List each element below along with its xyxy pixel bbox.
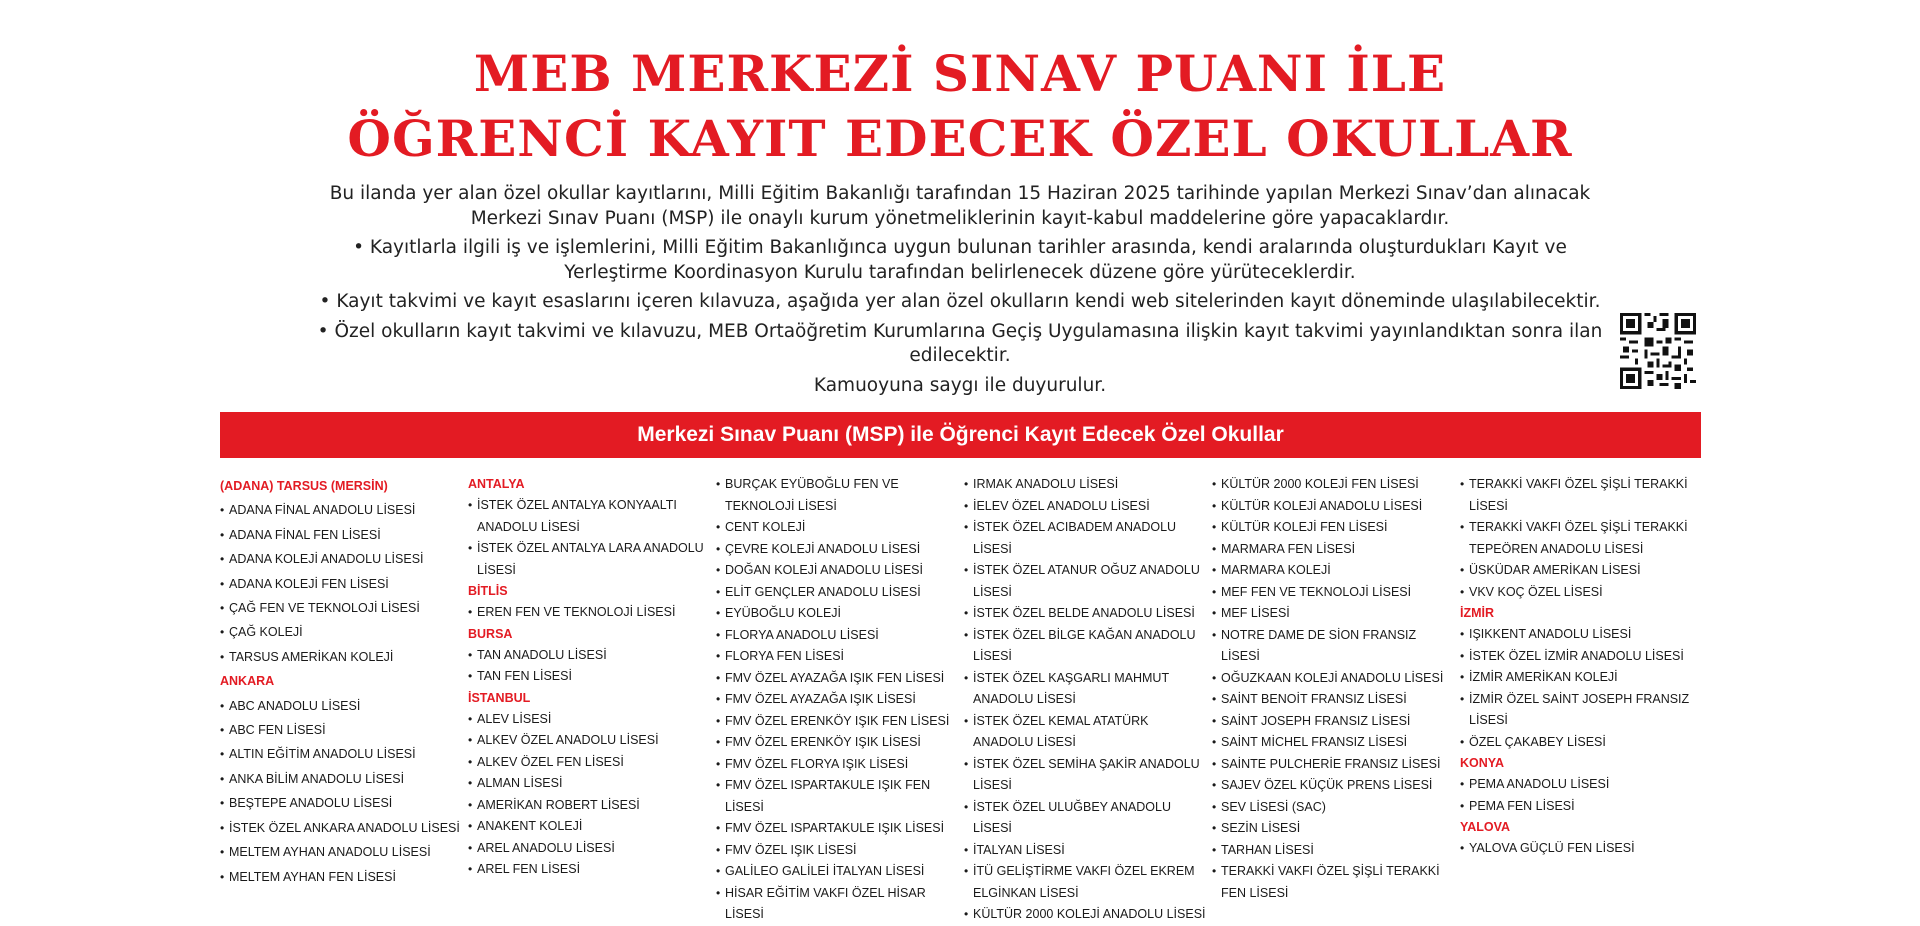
intro-closing: Kamuoyuna saygı ile duyurulur. [813, 374, 1107, 396]
school-column [1460, 474, 1708, 914]
school-list-item: • İSTEK ÖZEL ATANUR OĞUZ ANADOLU LİSESİ [964, 560, 1212, 603]
school-list-item: • ÖZEL ÇAKABEY LİSESİ [1460, 732, 1708, 754]
school-list-item: • IRMAK ANADOLU LİSESİ [964, 474, 1212, 496]
school-list-item: • İZMİR AMERİKAN KOLEJİ [1460, 667, 1708, 689]
school-list-item: • EREN FEN VE TEKNOLOJİ LİSESİ [468, 602, 716, 624]
city-heading: BURSA [468, 626, 513, 641]
school-column [220, 474, 468, 914]
school-list-item: • ANAKENT KOLEJİ [468, 816, 716, 838]
page-title-line-1: MEB MERKEZİ SINAV PUANI İLE [473, 44, 1447, 103]
school-list-item: • MEF FEN VE TEKNOLOJİ LİSESİ [1212, 582, 1460, 604]
school-list-item: • ADANA KOLEJİ ANADOLU LİSESİ [220, 547, 468, 571]
school-list-item: • FMV ÖZEL IŞIK LİSESİ [716, 840, 964, 862]
school-list-item: • ABC FEN LİSESİ [220, 718, 468, 742]
city-heading: YALOVA [1460, 820, 1511, 834]
school-list-item: • TERAKKİ VAKFI ÖZEL ŞİŞLİ TERAKKİ LİSESİ [1460, 474, 1708, 517]
school-list-item: • HİSAR EĞİTİM VAKFI ÖZEL HİSAR LİSESİ [716, 883, 964, 926]
school-list-item: • KÜLTÜR 2000 KOLEJİ ANADOLU LİSESİ [964, 904, 1212, 926]
school-list-item: • FLORYA ANADOLU LİSESİ [716, 625, 964, 647]
school-list-item: • AMERİKAN ROBERT LİSESİ [468, 795, 716, 817]
school-list-item: • ÇEVRE KOLEJİ ANADOLU LİSESİ [716, 539, 964, 561]
school-list-item: • SAJEV ÖZEL KÜÇÜK PRENS LİSESİ [1212, 775, 1460, 797]
school-column [716, 474, 964, 921]
school-list-item: • SAİNTE PULCHERİE FRANSIZ LİSESİ [1212, 754, 1460, 776]
school-list-item: • KÜLTÜR KOLEJİ ANADOLU LİSESİ [1212, 496, 1460, 518]
school-column [1212, 474, 1460, 914]
city-heading: İSTANBUL [468, 690, 531, 705]
school-list-item: • PEMA FEN LİSESİ [1460, 796, 1708, 818]
section-header-bar: Merkezi Sınav Puanı (MSP) ile Öğrenci Kayıt Edecek Özel Okullar [220, 412, 1701, 458]
city-heading: KONYA [1460, 756, 1504, 770]
school-list-item: • ALMAN LİSESİ [468, 773, 716, 795]
school-list-item: • İSTEK ÖZEL SEMİHA ŞAKİR ANADOLU LİSESİ [964, 754, 1212, 797]
intro-bullet-guide: • Kayıt takvimi ve kayıt esaslarını içeren kılavuza, aşağıda yer alan özel okulların kendi web sitelerinden kayıt döneminde ulaşılabilecektir. [319, 291, 1601, 312]
school-list-item: • DOĞAN KOLEJİ ANADOLU LİSESİ [716, 560, 964, 582]
city-heading: (ADANA) TARSUS (MERSİN) [220, 479, 388, 493]
school-list-item: • İTALYAN LİSESİ [964, 840, 1212, 862]
school-list-item: • TERAKKİ VAKFI ÖZEL ŞİŞLİ TERAKKİ TEPEÖREN ANADOLU LİSESİ [1460, 517, 1708, 560]
school-list-item: • BURÇAK EYÜBOĞLU FEN VE TEKNOLOJİ LİSESİ [716, 474, 964, 517]
school-column [964, 474, 1212, 921]
school-list-item: • FMV ÖZEL ERENKÖY IŞIK LİSESİ [716, 732, 964, 754]
school-list-item: • SAİNT JOSEPH FRANSIZ LİSESİ [1212, 711, 1460, 733]
school-list-item: • FLORYA FEN LİSESİ [716, 646, 964, 668]
school-list-item: • FMV ÖZEL ISPARTAKULE IŞIK LİSESİ [716, 818, 964, 840]
page-title-line-2: ÖĞRENCİ KAYIT EDECEK ÖZEL OKULLAR [347, 109, 1573, 168]
school-list-item: • ÇAĞ FEN VE TEKNOLOJİ LİSESİ [220, 596, 468, 620]
school-list-item: • MARMARA FEN LİSESİ [1212, 539, 1460, 561]
school-list-item: • ADANA FİNAL ANADOLU LİSESİ [220, 498, 468, 522]
city-heading: ANTALYA [468, 477, 525, 491]
school-list-item: • FMV ÖZEL AYAZAĞA IŞIK FEN LİSESİ [716, 668, 964, 690]
intro-bullet-calendar: • Özel okulların kayıt takvimi ve kılavuzu, MEB Ortaöğretim Kurumlarına Geçiş Uygulamasına ilişkin kayıt takvimi yayınlandıktan sonra ilan edilecektir. [317, 320, 1603, 366]
school-list-item: • FMV ÖZEL ISPARTAKULE IŞIK FEN LİSESİ [716, 775, 964, 818]
city-heading: ANKARA [220, 674, 275, 689]
school-list-item: • TERAKKİ VAKFI ÖZEL ŞİŞLİ TERAKKİ FEN LİSESİ [1212, 861, 1460, 904]
school-list-item: • SAİNT MİCHEL FRANSIZ LİSESİ [1212, 732, 1460, 754]
school-list-item: • İSTEK ÖZEL KEMAL ATATÜRK ANADOLU LİSESİ [964, 711, 1212, 754]
school-list-item: • FMV ÖZEL ERENKÖY IŞIK FEN LİSESİ [716, 711, 964, 733]
school-list-item: • MARMARA KOLEJİ [1212, 560, 1460, 582]
school-list-item: • ELİT GENÇLER ANADOLU LİSESİ [716, 582, 964, 604]
intro-paragraph: Bu ilanda yer alan özel okullar kayıtlarını, Milli Eğitim Bakanlığı tarafından 15 Haziran 2025 tarihinde yapılan Merkezi Sınav’dan alınacak Merkezi Sınav Puanı (MSP) ile onaylı kurum yönetmeliklerinin kayıt-kabul maddelerine göre yapacaklardır. [329, 183, 1591, 229]
school-list-item: • IŞIKKENT ANADOLU LİSESİ [1460, 624, 1708, 646]
school-list-item: • TAN ANADOLU LİSESİ [468, 645, 716, 667]
school-list-item: • EYÜBOĞLU KOLEJİ [716, 603, 964, 625]
school-list-item: • YALOVA GÜÇLÜ FEN LİSESİ [1460, 838, 1708, 860]
school-list-item: • ANKA BİLİM ANADOLU LİSESİ [220, 767, 468, 791]
school-list-item: • TAN FEN LİSESİ [468, 666, 716, 688]
school-list-item: • AREL ANADOLU LİSESİ [468, 838, 716, 860]
school-list-item: • MEF LİSESİ [1212, 603, 1460, 625]
school-list-item: • ALKEV ÖZEL ANADOLU LİSESİ [468, 730, 716, 752]
school-list-item: • CENT KOLEJİ [716, 517, 964, 539]
school-list-item: • İSTEK ÖZEL ANKARA ANADOLU LİSESİ [220, 816, 468, 840]
school-list-item: • ADANA KOLEJİ FEN LİSESİ [220, 572, 468, 596]
school-list-item: • İSTEK ÖZEL ANTALYA KONYAALTI ANADOLU LİSESİ [468, 495, 716, 538]
school-list-item: • AREL FEN LİSESİ [468, 859, 716, 881]
school-list-item: • PEMA ANADOLU LİSESİ [1460, 774, 1708, 796]
school-list-item: • BEŞTEPE ANADOLU LİSESİ [220, 791, 468, 815]
school-list-item: • MELTEM AYHAN FEN LİSESİ [220, 865, 468, 889]
school-list-item: • ABC ANADOLU LİSESİ [220, 694, 468, 718]
school-list-item: • OĞUZKAAN KOLEJİ ANADOLU LİSESİ [1212, 668, 1460, 690]
school-list-item: • FMV ÖZEL AYAZAĞA IŞIK LİSESİ [716, 689, 964, 711]
school-list-item: • GALİLEO GALİLEİ İTALYAN LİSESİ [716, 861, 964, 883]
school-list-item: • TARHAN LİSESİ [1212, 840, 1460, 862]
school-list-item: • İSTEK ÖZEL ACIBADEM ANADOLU LİSESİ [964, 517, 1212, 560]
school-list-item: • TARSUS AMERİKAN KOLEJİ [220, 645, 468, 669]
school-list-item: • MELTEM AYHAN ANADOLU LİSESİ [220, 840, 468, 864]
intro-bullet-coordination: • Kayıtlarla ilgili iş ve işlemlerini, Milli Eğitim Bakanlığınca uygun bulunan tarihler arasında, kendi aralarında oluşturdukları Kayıt ve Yerleştirme Koordinasyon Kurulu tarafından belirlenecek düzene göre yürüteceklerdir. [353, 237, 1567, 283]
school-list-item: • SAİNT BENOİT FRANSIZ LİSESİ [1212, 689, 1460, 711]
school-list-columns [220, 474, 1710, 921]
school-list-item: • İSTEK ÖZEL ULUĞBEY ANADOLU LİSESİ [964, 797, 1212, 840]
school-list-item: • ALEV LİSESİ [468, 709, 716, 731]
qr-code-icon[interactable] [1620, 313, 1696, 389]
school-list-item: • SEZİN LİSESİ [1212, 818, 1460, 840]
school-list-item: • İSTEK ÖZEL KAŞGARLI MAHMUT ANADOLU LİSESİ [964, 668, 1212, 711]
city-heading: BİTLİS [468, 584, 508, 598]
school-list-item: • ADANA FİNAL FEN LİSESİ [220, 523, 468, 547]
school-list-item: • ÜSKÜDAR AMERİKAN LİSESİ [1460, 560, 1708, 582]
school-list-item: • FMV ÖZEL FLORYA IŞIK LİSESİ [716, 754, 964, 776]
school-list-item: • İSTEK ÖZEL İZMİR ANADOLU LİSESİ [1460, 646, 1708, 668]
school-list-item: • VKV KOÇ ÖZEL LİSESİ [1460, 582, 1708, 604]
school-list-item: • İSTEK ÖZEL ANTALYA LARA ANADOLU LİSESİ [468, 538, 716, 581]
city-heading: İZMİR [1460, 606, 1495, 620]
school-list-item: • KÜLTÜR KOLEJİ FEN LİSESİ [1212, 517, 1460, 539]
school-list-item: • SEV LİSESİ (SAC) [1212, 797, 1460, 819]
intro-text [300, 182, 1620, 403]
school-list-item: • İELEV ÖZEL ANADOLU LİSESİ [964, 496, 1212, 518]
school-list-item: • ALKEV ÖZEL FEN LİSESİ [468, 752, 716, 774]
school-list-item: • KÜLTÜR 2000 KOLEJİ FEN LİSESİ [1212, 474, 1460, 496]
school-list-item: • NOTRE DAME DE SİON FRANSIZ LİSESİ [1212, 625, 1460, 668]
school-list-item: • ALTIN EĞİTİM ANADOLU LİSESİ [220, 742, 468, 766]
school-list-item: • ÇAĞ KOLEJİ [220, 620, 468, 644]
school-list-item: • İZMİR ÖZEL SAİNT JOSEPH FRANSIZ LİSESİ [1460, 689, 1708, 732]
school-list-item: • İTÜ GELİŞTİRME VAKFI ÖZEL EKREM ELGİNKAN LİSESİ [964, 861, 1212, 904]
school-column [468, 474, 716, 914]
school-list-item: • İSTEK ÖZEL BİLGE KAĞAN ANADOLU LİSESİ [964, 625, 1212, 668]
school-list-item: • İSTEK ÖZEL BELDE ANADOLU LİSESİ [964, 603, 1212, 625]
